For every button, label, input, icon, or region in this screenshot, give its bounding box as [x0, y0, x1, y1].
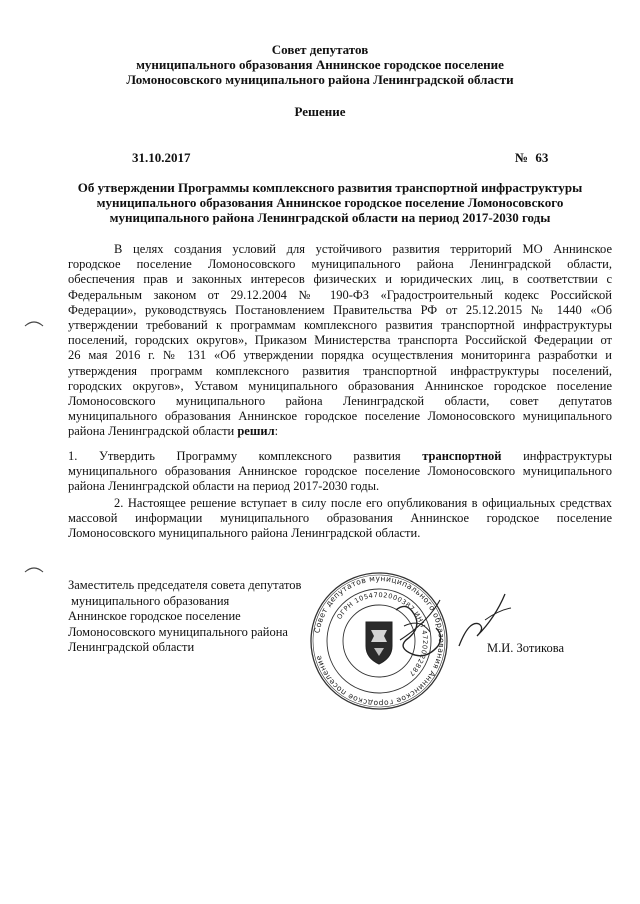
signature-block	[68, 578, 301, 656]
item-2	[68, 496, 612, 542]
item-1-line-1	[68, 449, 612, 464]
item-2-line-2: массовой информации муниципального образования Аннинское городское поселение	[68, 511, 612, 526]
title-line-1: Об утверждении Программы комплексного развития транспортной инфраструктуры	[77, 180, 583, 195]
sign-line-5: Ленинградской области	[68, 640, 195, 654]
hole-punch-mark-icon	[24, 564, 44, 574]
preamble-paragraph	[68, 242, 612, 440]
preamble-line: Ломоносовского муниципального района Ленинградской области, совет депутатов	[68, 394, 612, 409]
svg-text:ОГРН 1054702000387 ИНН 4720022: ОГРН 1054702000387 ИНН 4720022887	[335, 590, 430, 678]
decision-label: Решение	[294, 104, 346, 119]
preamble-line: городское поселение Ломоносовского муниципального района Ленинградской области,	[68, 257, 612, 272]
header-line-1: Совет депутатов	[271, 42, 369, 57]
title-line-3: муниципального района Ленинградской области на период 2017-2030 годы	[109, 210, 551, 225]
official-seal-icon	[308, 570, 450, 712]
item-1	[68, 449, 612, 495]
item-2-line-3: Ломоносовского муниципального района Ленинградской области.	[68, 526, 421, 541]
item-1-bold-word: транспортной	[422, 449, 502, 463]
svg-text:Совет депутатов муниципального: Совет депутатов муниципального образования Аннинское городское поселение	[312, 573, 447, 709]
sign-line-2: муниципального образования	[71, 593, 230, 608]
preamble-line: 26 мая 2016 г. № 131 «Об утверждении порядка осуществления мониторинга разработки и	[68, 348, 612, 363]
item-1-end: инфраструктуры	[523, 449, 612, 463]
preamble-line: утверждения программ комплексного развития транспортной инфраструктуры поселений,	[68, 363, 612, 378]
sign-line-4: Ломоносовского муниципального района	[68, 624, 288, 639]
document-title	[60, 180, 600, 225]
preamble-line: городских округов», Уставом муниципального образования Аннинское городское поселение	[68, 378, 612, 393]
preamble-line: поселений, городских округов», Приказом Министерства транспорта Российской Федерации от	[68, 333, 612, 348]
preamble-line: обеспечения прав и законных интересов физических и юридических лиц, в соответствии с	[68, 272, 612, 287]
item-1-line-3: района Ленинградской области на период 2017-2030 годы.	[68, 479, 380, 494]
item-1-start: 1. Утвердить Программу комплексного развития	[68, 449, 401, 463]
signer-name: М.И. Зотикова	[487, 641, 564, 655]
preamble-line: муниципального образования Аннинское городское поселение Ломоносовского муниципального	[68, 409, 612, 424]
preamble-last-line: района Ленинградской области решил:	[68, 424, 279, 439]
decision-number: № 63	[515, 150, 549, 165]
preamble-line: В целях создания условий для устойчивого развития территорий МО Аннинское	[114, 242, 612, 256]
title-line-2: муниципального образования Аннинское городское поселение Ломоносовского	[96, 195, 564, 210]
preamble-line: утверждении требований к программам комплексного развития транспортной инфраструктуры	[68, 318, 612, 333]
handwritten-signature-icon	[455, 590, 515, 650]
council-header	[0, 42, 640, 87]
item-1-line-2: муниципального образования Аннинское городское поселение Ломоносовского муниципального	[68, 464, 612, 479]
header-line-2: муниципального образования Аннинское городское поселение	[136, 57, 504, 72]
hole-punch-mark-icon	[24, 318, 44, 328]
preamble-line: Федерации», руководствуясь Постановлением Правительства РФ от 25.12.2015 № 1440 «Об	[68, 302, 612, 317]
sign-line-1: Заместитель председателя совета депутатов	[68, 578, 302, 592]
preamble-line: района Ленинградской области	[68, 424, 235, 439]
preamble-line: Федеральным законом от 29.12.2004 № 190-ФЗ «Градостроительный кодекс Российской	[68, 287, 612, 302]
resolved-word: решил	[237, 424, 275, 439]
decision-date: 31.10.2017	[132, 150, 191, 165]
sign-line-3: Аннинское городское поселение	[68, 609, 241, 623]
item-2-line-1: 2. Настоящее решение вступает в силу после его опубликования в официальных средствах	[114, 496, 612, 510]
header-line-3: Ломоносовского муниципального района Ленинградской области	[126, 72, 514, 87]
